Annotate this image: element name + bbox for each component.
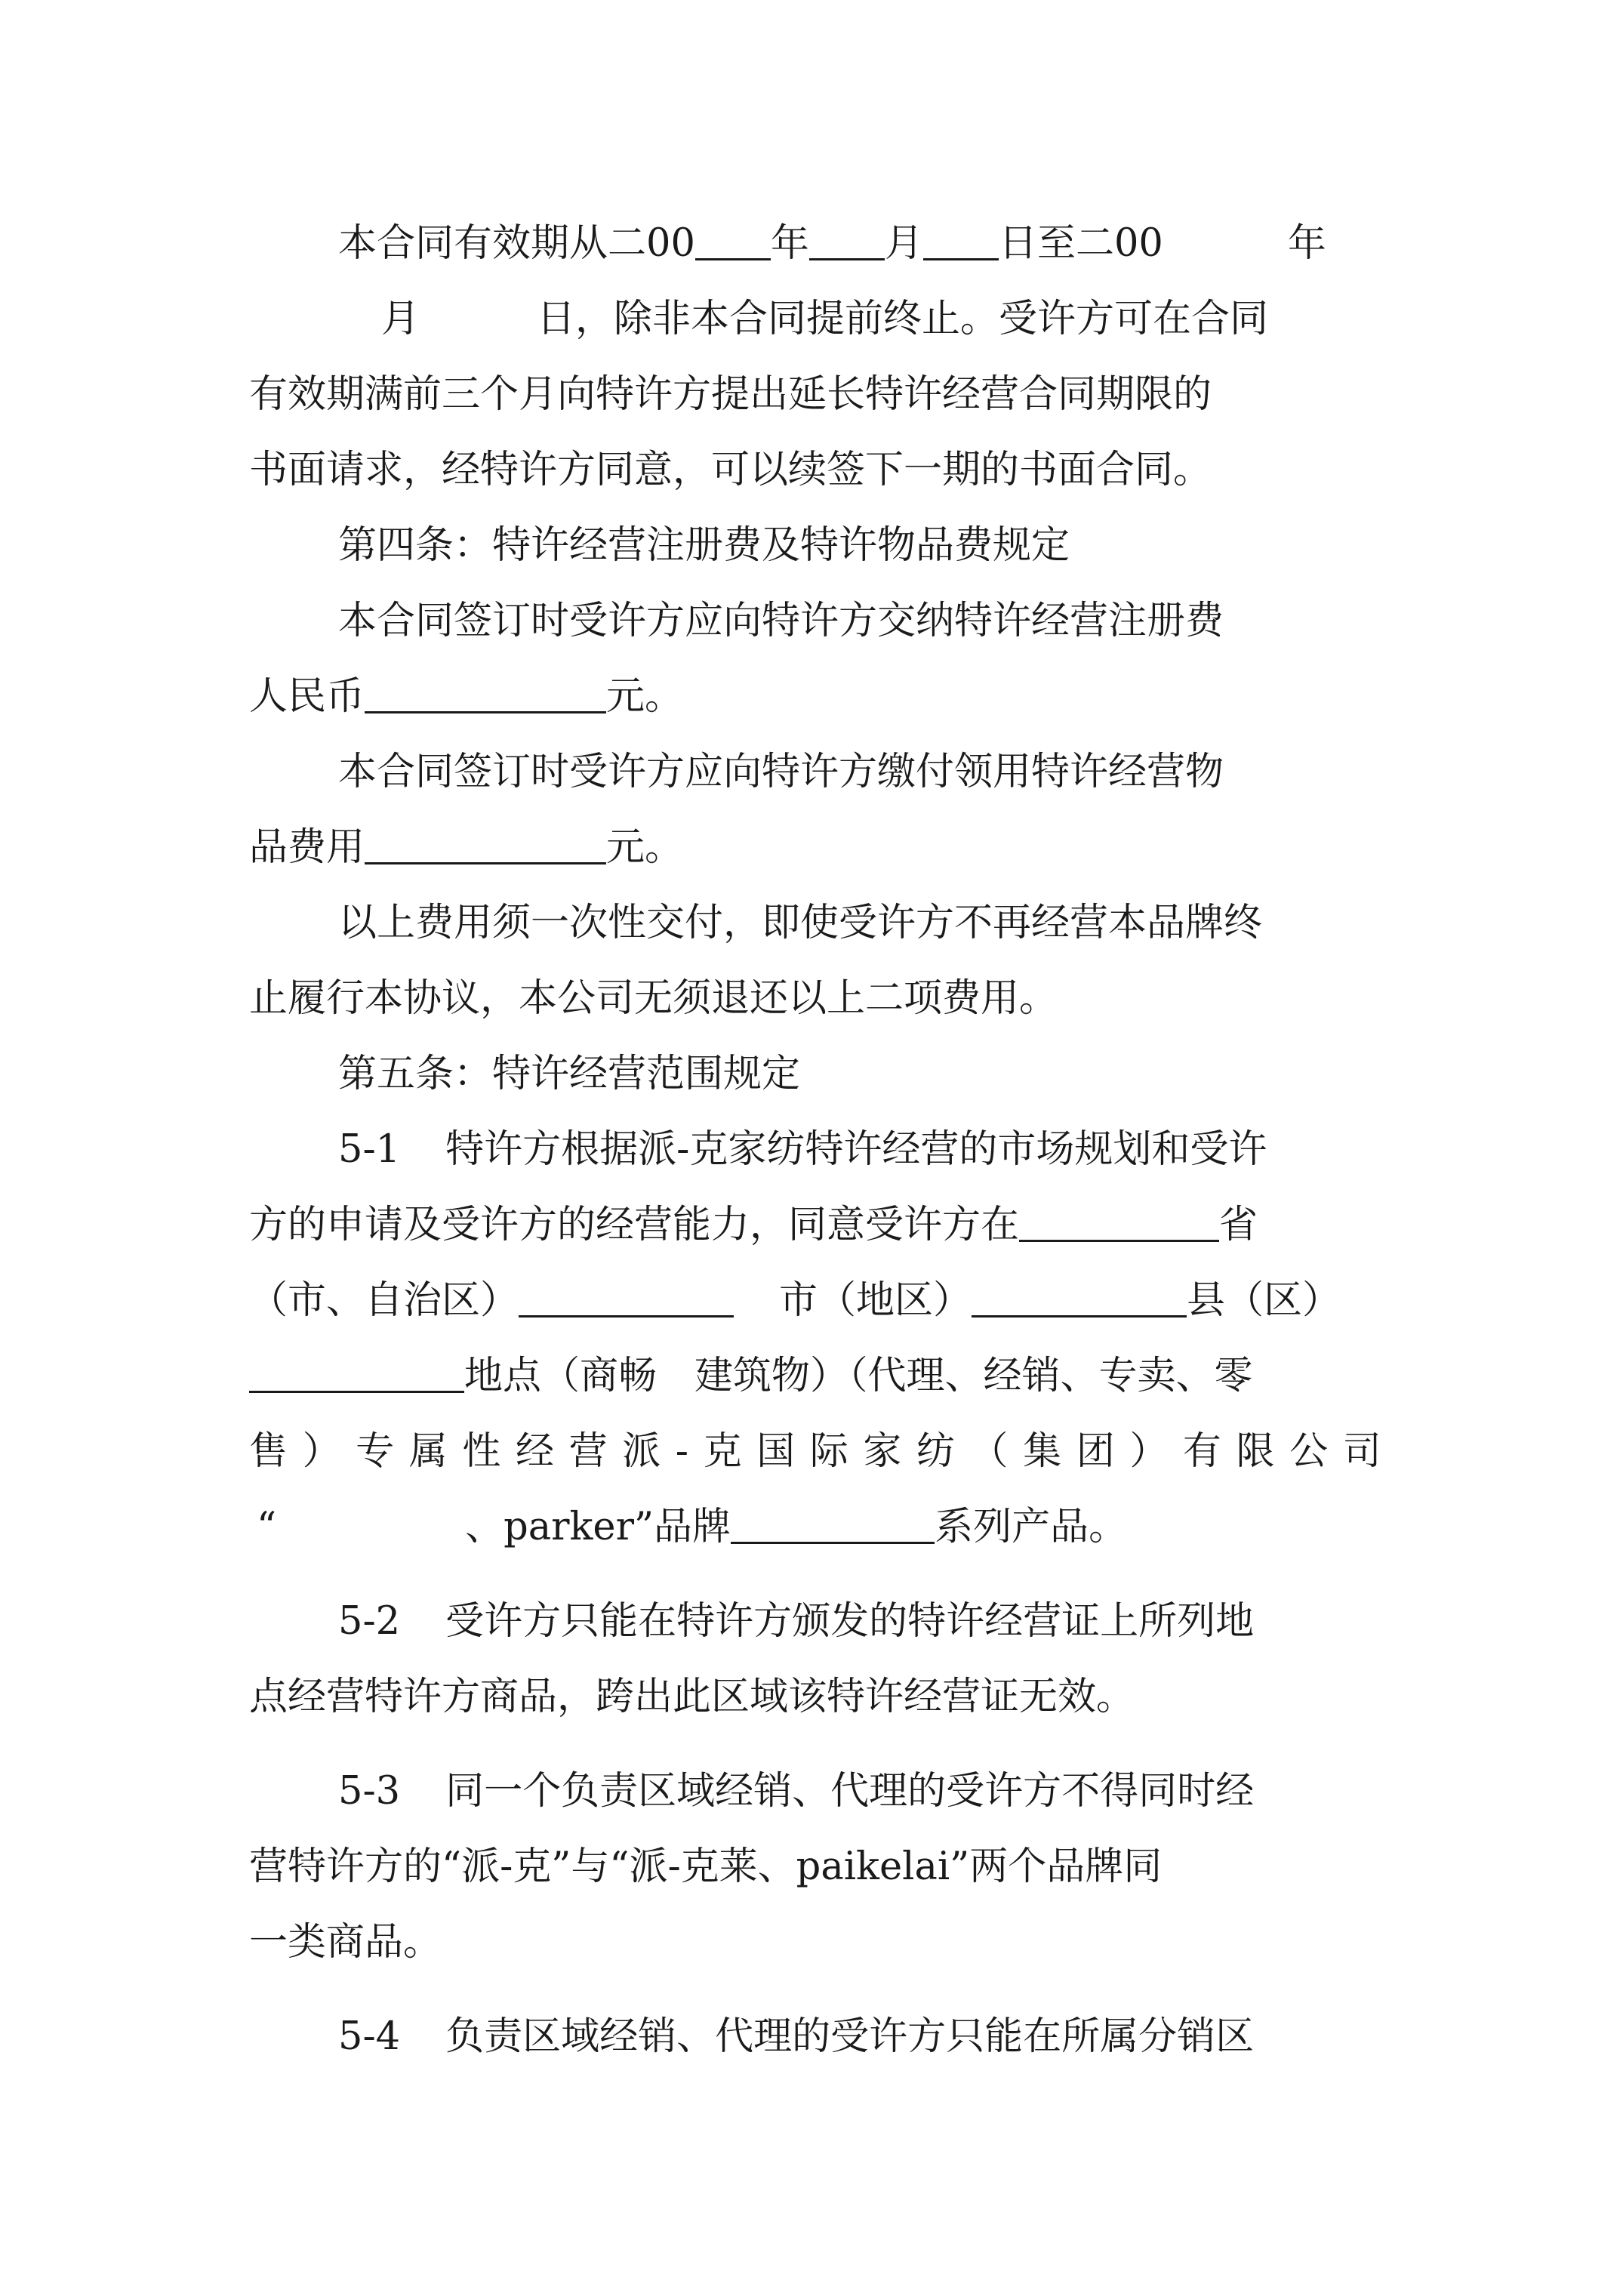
section-heading: 第四条：特许经营注册费及特许物品费规定 (338, 523, 1070, 568)
clause-line (338, 1584, 1471, 1660)
clause-number: 5-2 (338, 1599, 401, 1644)
justified-char: 际 (809, 1429, 848, 1474)
text-segment: 日，除非本合同提前终止。受许方可在合同 (537, 297, 1269, 341)
text-line (257, 1490, 1389, 1565)
text-segment: 元。 (606, 674, 684, 719)
text-line (249, 1263, 1381, 1339)
text-segment: 人民币 (249, 674, 365, 719)
clause-number: 5-4 (338, 2014, 401, 2059)
text-line (249, 659, 1381, 735)
text-segment: 负责区域经销、代理的受许方只能在所属分销区 (445, 2014, 1255, 2059)
justified-char: 家 (863, 1429, 902, 1474)
fill-blank (1019, 1210, 1219, 1242)
text-segment: 方的申请及受许方的经营能力，同意受许方在 (249, 1203, 1020, 1247)
clause-line (338, 1999, 1471, 2075)
clause-number: 5-3 (338, 1769, 401, 1814)
text-segment: 省 (1219, 1203, 1258, 1247)
fill-blank (249, 1361, 464, 1393)
text-line (249, 1188, 1381, 1263)
justified-char: 克 (703, 1429, 742, 1474)
text-segment: 地点（商畅 (464, 1354, 658, 1398)
text-line (338, 206, 1471, 282)
text-line: 一类商品。 (249, 1920, 442, 1965)
text-line: 有效期满前三个月向特许方提出延长特许经营合同期限的 (249, 372, 1212, 417)
text-line: 止履行本协议，本公司无须退还以上二项费用。 (249, 976, 1058, 1021)
text-segment: 县（区） (1187, 1278, 1341, 1323)
text-line (381, 282, 1514, 357)
text-segment: 建筑物）（代理、经销、专卖、零 (694, 1354, 1253, 1398)
fill-blank (519, 1285, 734, 1318)
justified-text-line (249, 1414, 1381, 1490)
justified-char: （ (969, 1429, 1009, 1474)
text-segment: 年 (1287, 221, 1326, 266)
text-segment: 本合同有效期从二00 (338, 221, 695, 266)
text-segment: 受许方只能在特许方颁发的特许经营证上所列地 (445, 1599, 1255, 1644)
justified-char: 售 (249, 1429, 288, 1474)
text-segment: 系列产品。 (935, 1505, 1128, 1549)
justified-char: 营 (568, 1429, 608, 1474)
text-segment: “ (257, 1505, 277, 1549)
fill-blank (923, 228, 999, 260)
text-segment: （市、自治区） (249, 1278, 519, 1323)
text-line: 书面请求，经特许方同意，可以续签下一期的书面合同。 (249, 448, 1212, 492)
fill-blank (365, 681, 606, 713)
text-line: 点经营特许方商品，跨出此区域该特许经营证无效。 (249, 1675, 1135, 1719)
justified-char: 性 (462, 1429, 501, 1474)
justified-char: ） (302, 1429, 341, 1474)
justified-char: 司 (1342, 1429, 1381, 1474)
text-line: 以上费用须一次性交付，即使受许方不再经营本品牌终 (338, 901, 1263, 945)
fill-blank (695, 228, 771, 260)
clause-line (338, 1112, 1471, 1188)
clause-number: 5-1 (338, 1127, 401, 1172)
text-segment: 年 (770, 221, 809, 266)
text-segment: 同一个负责区域经销、代理的受许方不得同时经 (445, 1769, 1255, 1814)
justified-char: 经 (515, 1429, 554, 1474)
fill-blank (731, 1512, 935, 1544)
justified-char: 有 (1182, 1429, 1221, 1474)
text-segment: 、parker”品牌 (465, 1505, 731, 1549)
justified-char: - (675, 1429, 688, 1474)
clause-line (338, 1754, 1471, 1829)
text-segment: 日至二00 (998, 221, 1163, 266)
text-segment: 特许方根据派-克家纺特许经营的市场规划和受许 (445, 1127, 1267, 1172)
justified-char: 限 (1236, 1429, 1275, 1474)
justified-char: 国 (756, 1429, 796, 1474)
text-line (249, 1339, 1381, 1414)
text-line: 营特许方的“派-克”与“派-克莱、paikelai”两个品牌同 (249, 1845, 1163, 1889)
justified-char: 公 (1289, 1429, 1329, 1474)
section-heading: 第五条：特许经营范围规定 (338, 1052, 801, 1096)
justified-char: 纺 (916, 1429, 955, 1474)
justified-char: 团 (1076, 1429, 1115, 1474)
fill-blank (972, 1285, 1187, 1318)
fill-blank (365, 832, 606, 864)
justified-char: 专 (356, 1429, 395, 1474)
text-line: 本合同签订时受许方应向特许方交纳特许经营注册费 (338, 599, 1224, 643)
fill-blank (809, 228, 885, 260)
justified-char: ） (1129, 1429, 1169, 1474)
text-segment: 品费用 (249, 825, 365, 870)
text-line: 本合同签订时受许方应向特许方缴付领用特许经营物 (338, 750, 1224, 794)
justified-char: 属 (408, 1429, 448, 1474)
justified-char: 派 (622, 1429, 661, 1474)
text-segment: 月 (381, 297, 420, 341)
text-line (249, 810, 1381, 886)
justified-char: 集 (1023, 1429, 1062, 1474)
text-segment: 月 (884, 221, 923, 266)
text-segment: 元。 (606, 825, 684, 870)
text-segment: 市（地区） (779, 1278, 972, 1323)
